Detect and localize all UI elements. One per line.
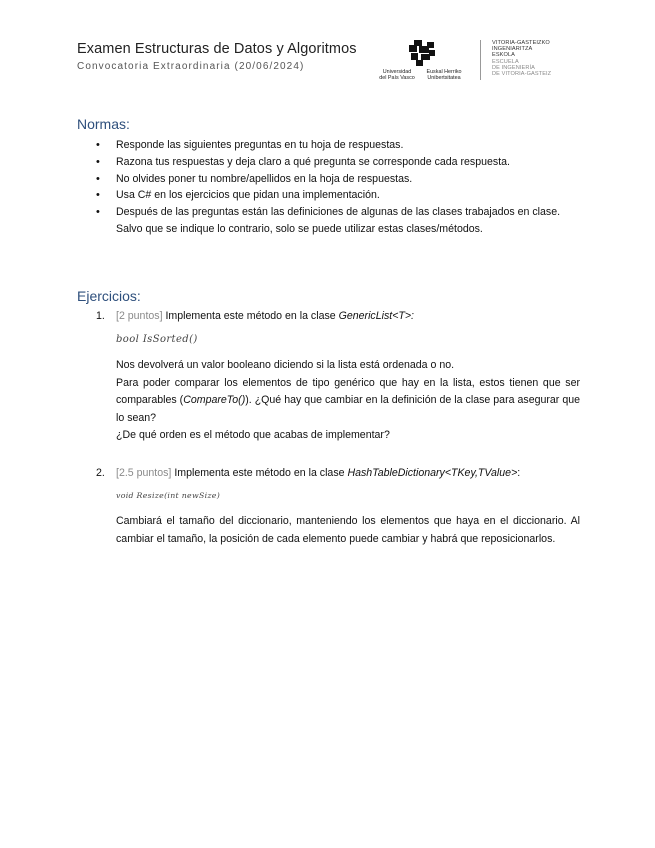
- exercise-1-header: [116, 310, 414, 322]
- university-emblem-icon: [407, 40, 437, 66]
- exercise-1: [96, 310, 580, 450]
- list-item: • Después de las preguntas están las definiciones de algunas de las clases trabajados en clase. Salvo que se indique lo contrario, solo se puede utilizar estas clases/métodos.: [96, 204, 586, 238]
- paragraph: Cambiará el tamaño del diccionario, manteniendo los elementos que haya en el diccionario. Al cambiar el tamaño, la posición de cada elemento puede cambiar y habrá que reposicionarlos.: [116, 515, 580, 545]
- exercise-2: [96, 467, 580, 567]
- exercise-points: [2.5 puntos]: [116, 467, 172, 479]
- list-item: • No olvides poner tu nombre/apellidos en la hoja de respuestas.: [96, 171, 586, 188]
- exercise-1-body: [116, 357, 580, 445]
- normas-heading: Normas:: [77, 116, 130, 132]
- logo-text-basque: Euskal Herriko Unibertsitatea: [426, 69, 462, 81]
- exercise-2-header: [2.5 puntos] Implementa este método en la clase HashTableDictionary<TKey,TValue>:: [116, 467, 521, 479]
- exercise-points: [2 puntos]: [116, 310, 163, 322]
- method-signature: void Resize(int newSize): [116, 491, 221, 500]
- class-name: GenericList<T>:: [338, 310, 414, 322]
- exercise-intro: Implementa este método en la clase: [165, 310, 336, 322]
- class-name: HashTableDictionary<TKey,TValue>: [347, 467, 518, 479]
- list-item: • Responde las siguientes preguntas en tu hoja de respuestas.: [96, 137, 586, 154]
- exam-subtitle: Convocatoria Extraordinaria (20/06/2024): [77, 61, 305, 72]
- method-signature: bool IsSorted(): [116, 334, 198, 345]
- header-divider: [480, 40, 481, 80]
- school-name: VITORIA-GASTEIZKO INGENIARITZA ESKOLA ESCUELA DE INGENIERÍA DE VITORIA-GASTEIZ: [492, 40, 552, 78]
- logo-text-spanish: Universidad del País Vasco: [379, 69, 415, 81]
- exercise-number: 2.: [96, 467, 105, 479]
- exercise-number: 1.: [96, 310, 105, 322]
- exercise-2-body: [116, 513, 580, 548]
- paragraph: Para poder comparar los elementos de tipo genérico que hay en la lista, estos tienen que ser comparables (CompareTo()). ¿Qué hay que cambiar en la definición de la clase para asegurar que lo sean?: [116, 376, 581, 424]
- paragraph: ¿De qué orden es el método que acabas de implementar?: [116, 429, 390, 441]
- ejercicios-heading: Ejercicios:: [77, 288, 141, 304]
- list-item: • Razona tus respuestas y deja claro a qué pregunta se corresponde cada respuesta.: [96, 154, 586, 171]
- exam-title: Examen Estructuras de Datos y Algoritmos: [77, 41, 357, 57]
- list-item: • Usa C# en los ejercicios que pidan una implementación.: [96, 187, 586, 204]
- exercise-intro: Implementa este método en la clase: [174, 467, 345, 479]
- paragraph: Nos devolverá un valor booleano diciendo si la lista está ordenada o no.: [116, 359, 455, 371]
- upv-ehu-logo: [374, 38, 469, 82]
- normas-list: [96, 137, 586, 238]
